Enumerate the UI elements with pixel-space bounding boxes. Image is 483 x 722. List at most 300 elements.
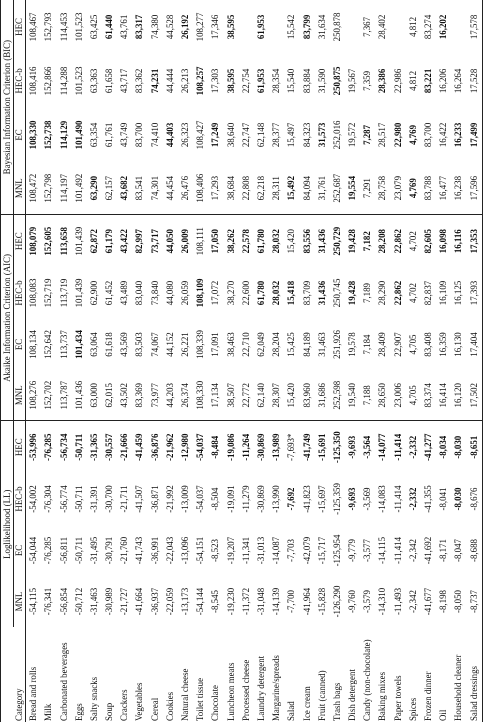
value-cell: 7,291 [360, 162, 375, 215]
column-header: EC [14, 319, 26, 370]
value-cell: 15,420 [284, 370, 299, 421]
value-cell: -41,664 [134, 587, 145, 616]
table-row [223, 0, 238, 722]
value-cell: 114,197 [56, 162, 71, 215]
value-cell: 22,754 [240, 68, 251, 94]
category-cell: Margarine/spreads [271, 655, 282, 721]
value-cell: 23,079 [391, 162, 406, 215]
value-cell: 251,926 [331, 330, 342, 359]
value-cell: 19,540 [345, 370, 360, 421]
value-cell: 17,249 [210, 122, 221, 148]
value-cell: 63,290 [87, 162, 102, 215]
value-cell: 101,439 [73, 278, 84, 308]
value-cell: 16,206 [438, 68, 449, 94]
value-cell: -7,693* [286, 433, 297, 461]
value-cell: 152,866 [43, 66, 54, 96]
value-cell: 26,221 [180, 332, 191, 357]
value-cell: 22,862 [392, 280, 403, 306]
value-cell: 83,700 [134, 122, 145, 148]
value-cell: -31,463 [88, 587, 99, 616]
value-cell: -36,876 [149, 433, 160, 461]
value-cell: -41,507 [134, 485, 145, 513]
value-cell: 61,761 [104, 122, 115, 148]
category-cell: Soup [104, 702, 115, 721]
value-cell: 31,686 [315, 370, 330, 421]
category-cell: Processed cheese [240, 659, 251, 721]
value-cell: 113,787 [56, 370, 71, 421]
value-cell: 17,293 [208, 162, 223, 215]
value-cell: 22,808 [239, 162, 254, 215]
category-cell: Oil [438, 709, 449, 721]
value-cell: -56,811 [58, 536, 69, 565]
value-cell: -54,151 [195, 536, 206, 565]
value-cell: 83,317 [134, 14, 145, 40]
value-cell: 61,179 [104, 229, 115, 254]
value-cell: 152,719 [43, 278, 54, 308]
value-cell: -8,651 [468, 435, 479, 459]
value-cell: 61,618 [104, 332, 115, 357]
value-cell: -11,414 [392, 536, 403, 565]
value-cell: 28,354 [271, 68, 282, 94]
value-cell: 152,702 [41, 370, 56, 421]
value-cell: 17,499 [468, 122, 479, 148]
column-header: MNL [14, 162, 26, 215]
value-cell: 84,094 [299, 162, 314, 215]
column-header: HEC [14, 215, 26, 267]
value-cell: -8,047 [453, 539, 464, 562]
value-cell: 101,523 [73, 66, 84, 96]
value-cell: -30,989 [104, 587, 115, 616]
table-row [239, 0, 254, 722]
value-cell: 83,221 [423, 68, 434, 94]
value-cell: 22,862 [392, 229, 403, 254]
value-cell: -14,083 [377, 485, 388, 513]
value-cell: 108,111 [195, 227, 206, 256]
value-cell: 43,761 [119, 14, 130, 40]
value-cell: -7,700 [286, 590, 297, 613]
value-cell: 114,288 [58, 66, 69, 96]
category-cell: Baking mixes [377, 671, 388, 721]
value-cell: -2,342 [407, 539, 418, 562]
column-header: EC [14, 525, 26, 576]
value-cell: 114,453 [58, 12, 69, 42]
table-row [87, 0, 102, 722]
value-cell: 73,840 [149, 280, 160, 306]
value-cell: -14,077 [377, 433, 388, 461]
table-row [254, 0, 269, 722]
value-cell: -42,079 [301, 536, 312, 565]
value-cell: -8,545 [210, 590, 221, 613]
value-cell: 16,238 [451, 162, 466, 215]
value-cell: 152,798 [41, 162, 56, 215]
value-cell: -12,980 [180, 433, 191, 461]
value-cell: -31,495 [88, 536, 99, 565]
value-cell: -54,037 [195, 485, 206, 513]
value-cell: 17,578 [468, 14, 479, 40]
value-cell: -21,666 [119, 433, 130, 461]
value-cell: 16,125 [453, 280, 464, 306]
value-cell: 4,705 [407, 334, 418, 355]
value-cell: -21,962 [164, 433, 175, 461]
value-cell: 17,303 [210, 68, 221, 94]
value-cell: -76,304 [43, 485, 54, 513]
value-cell: -50,711 [73, 433, 84, 461]
value-cell: 61,780 [255, 229, 266, 254]
value-cell: -41,355 [423, 485, 434, 513]
value-cell: -50,711 [73, 485, 84, 513]
value-cell: -41,277 [423, 433, 434, 461]
value-cell: 16,414 [436, 370, 451, 421]
table-row [102, 0, 117, 722]
value-cell: 83,799 [301, 14, 312, 40]
column-header: HEC-b [14, 267, 26, 319]
table-row [269, 0, 284, 722]
value-cell: 26,323 [180, 122, 191, 148]
value-cell: -9,693 [347, 435, 358, 459]
value-cell: -41,823 [301, 485, 312, 513]
value-cell: 26,374 [178, 370, 193, 421]
table-row [375, 0, 390, 722]
value-cell: 83,274 [423, 14, 434, 40]
value-cell: -13,009 [180, 485, 191, 513]
value-cell: 22,980 [392, 122, 403, 148]
value-cell: 16,359 [438, 332, 449, 357]
value-cell: 17,404 [468, 332, 479, 357]
value-cell: 31,590 [316, 68, 327, 94]
value-cell: -19,091 [225, 485, 236, 513]
value-cell: -15,691 [316, 433, 327, 461]
value-cell: 17,502 [466, 370, 482, 421]
value-cell: 16,120 [451, 370, 466, 421]
value-cell: -31,013 [255, 536, 266, 565]
value-cell: 108,467 [28, 12, 39, 42]
value-cell: -3,579 [362, 590, 373, 613]
column-header: HEC [14, 421, 26, 473]
value-cell: -54,044 [28, 536, 39, 565]
value-cell: 28,650 [375, 370, 390, 421]
table-row [451, 0, 466, 722]
value-cell: 17,393 [468, 280, 479, 306]
value-cell: -19,207 [225, 536, 236, 565]
category-cell: Bread and rolls [28, 666, 39, 721]
value-cell: -2,332 [407, 487, 418, 511]
category-cell: Paper towels [392, 675, 403, 721]
table-row [178, 0, 193, 722]
value-cell: -21,711 [119, 485, 130, 513]
value-cell: -13,173 [180, 587, 191, 616]
value-cell: 17,134 [208, 370, 223, 421]
value-cell: -8,171 [438, 539, 449, 562]
value-cell: 61,953 [255, 14, 266, 40]
value-cell: -11,493 [392, 587, 403, 616]
value-cell: 82,605 [423, 229, 434, 254]
category-cell: Vegetables [134, 682, 145, 721]
value-cell: 19,428 [347, 280, 358, 306]
value-cell: 38,507 [223, 370, 238, 421]
value-cell: -11,279 [240, 485, 251, 513]
value-cell: 152,793 [43, 12, 54, 42]
category-cell: Natural cheese [180, 668, 191, 721]
value-cell: 108,276 [26, 370, 42, 421]
value-cell: -14,087 [271, 536, 282, 565]
value-cell: 4,812 [407, 70, 418, 91]
value-cell: -22,043 [164, 536, 175, 565]
value-cell: 28,290 [377, 280, 388, 306]
value-cell: 15,497 [286, 122, 297, 148]
value-cell: 83,374 [421, 370, 436, 421]
value-cell: 26,192 [180, 14, 191, 40]
value-cell: -8,034 [438, 435, 449, 459]
value-cell: -9,693 [347, 487, 358, 511]
value-cell: -54,002 [28, 485, 39, 513]
category-cell: Salad dressings [468, 666, 479, 721]
value-cell: 63,064 [88, 332, 99, 357]
value-cell: 7,189 [362, 283, 373, 303]
value-cell: 4,702 [407, 283, 418, 303]
value-cell: -8,198 [438, 590, 449, 613]
value-cell: 250,745 [331, 278, 342, 308]
value-cell: 108,416 [28, 66, 39, 96]
value-cell: 83,788 [421, 162, 436, 215]
value-cell: 17,091 [210, 332, 221, 357]
value-cell: -8,484 [210, 435, 221, 459]
column-header: EC [14, 108, 26, 162]
value-cell: -50,712 [73, 587, 84, 616]
value-cell: 83,040 [134, 280, 145, 306]
value-cell: 15,420 [286, 229, 297, 254]
value-cell: -41,692 [423, 536, 434, 565]
value-cell: -31,391 [88, 485, 99, 513]
value-cell: -11,264 [240, 433, 251, 461]
value-cell: -30,869 [255, 433, 266, 461]
value-cell: 62,140 [254, 370, 269, 421]
value-cell: 83,541 [132, 162, 147, 215]
value-cell: 31,634 [316, 14, 327, 40]
value-cell: 43,749 [119, 122, 130, 148]
value-cell: 108,406 [193, 162, 208, 215]
value-cell: 4,812 [407, 16, 418, 37]
value-cell: -14,139 [271, 587, 282, 616]
table-row [345, 0, 360, 722]
category-cell: Eggs [73, 703, 84, 721]
value-cell: -41,964 [301, 587, 312, 616]
value-cell: 28,402 [377, 14, 388, 40]
value-cell: 108,277 [195, 12, 206, 42]
value-cell: 62,218 [254, 162, 269, 215]
value-cell: 44,528 [164, 14, 175, 40]
value-cell: 43,422 [119, 229, 130, 254]
value-cell: 38,595 [225, 68, 236, 94]
table-row [41, 0, 56, 722]
value-cell: 28,208 [377, 229, 388, 254]
value-cell: -30,557 [104, 433, 115, 461]
value-cell: 17,346 [210, 14, 221, 40]
value-cell: 108,257 [195, 66, 206, 96]
value-cell: -21,760 [119, 536, 130, 565]
value-cell: -125,350 [331, 431, 342, 464]
value-cell: -7,692 [286, 487, 297, 511]
value-cell: -54,144 [195, 587, 206, 616]
value-cell: 74,410 [149, 122, 160, 148]
value-cell: -54,037 [195, 433, 206, 461]
value-cell: -41,677 [423, 587, 434, 616]
value-cell: 31,436 [316, 229, 327, 254]
value-cell: -11,414 [392, 485, 403, 513]
group-header-aic: Akaike Information Criterion (AIC) [1, 215, 14, 421]
value-cell: 26,009 [180, 229, 191, 254]
value-cell: 17,050 [210, 229, 221, 254]
value-cell: -125,954 [331, 534, 342, 567]
value-cell: 17,596 [466, 162, 482, 215]
value-cell: 15,492 [284, 162, 299, 215]
table-body [26, 0, 483, 722]
value-cell: -2,332 [407, 435, 418, 459]
column-header: HEC-b [14, 54, 26, 108]
value-cell: 43,502 [117, 370, 132, 421]
value-cell: 7,367 [362, 16, 373, 37]
value-cell: 113,737 [58, 330, 69, 359]
value-cell: 62,049 [255, 332, 266, 357]
table-row [26, 0, 42, 722]
value-cell: 38,270 [225, 280, 236, 306]
value-cell: -56,774 [58, 485, 69, 513]
value-cell: 15,542 [286, 14, 297, 40]
value-cell: 19,578 [347, 332, 358, 357]
value-cell: -30,791 [104, 536, 115, 565]
value-cell: 62,900 [88, 280, 99, 306]
value-cell: 28,307 [269, 370, 284, 421]
value-cell: -9,779 [347, 539, 358, 562]
value-cell: 16,477 [436, 162, 451, 215]
value-cell: 16,098 [438, 229, 449, 254]
table-row [148, 0, 163, 722]
column-header: Category [14, 627, 26, 722]
value-cell: 250,729 [331, 226, 342, 256]
value-cell: 250,878 [331, 12, 342, 42]
group-header-blank [1, 627, 14, 722]
value-cell: 44,080 [164, 280, 175, 306]
value-cell: 31,436 [316, 280, 327, 306]
group-header-row [1, 0, 14, 722]
value-cell: 113,658 [58, 227, 69, 256]
category-cell: Salad [286, 701, 297, 721]
value-cell: 17,072 [210, 280, 221, 306]
category-cell: Toilet tissue [195, 677, 206, 721]
value-cell: 83,503 [134, 332, 145, 357]
value-cell: 63,425 [88, 14, 99, 40]
value-cell: 61,440 [104, 14, 115, 40]
value-cell: 84,323 [301, 122, 312, 148]
value-cell: 83,362 [134, 68, 145, 94]
value-cell: 108,339 [195, 330, 206, 359]
value-cell: 250,875 [331, 66, 342, 96]
column-header: HEC [14, 0, 26, 54]
value-cell: 7,184 [362, 334, 373, 355]
value-cell: 43,682 [117, 162, 132, 215]
value-cell: -76,285 [43, 536, 54, 565]
value-cell: 101,492 [72, 162, 87, 215]
value-cell: 101,490 [73, 120, 84, 150]
value-cell: -21,727 [119, 587, 130, 616]
value-cell: 28,311 [269, 162, 284, 215]
value-cell: 108,330 [28, 120, 39, 150]
value-cell: -54,115 [28, 587, 39, 616]
value-cell: -21,992 [164, 485, 175, 513]
category-cell: Cookies [164, 691, 175, 721]
table-row [163, 0, 178, 722]
value-cell: 44,152 [164, 332, 175, 357]
value-cell: 83,369 [132, 370, 147, 421]
value-cell: -11,372 [240, 587, 251, 616]
value-cell: 17,528 [468, 68, 479, 94]
value-cell: 101,434 [73, 330, 84, 359]
value-cell: -13,096 [180, 536, 191, 565]
value-cell: -41,459 [134, 433, 145, 461]
value-cell: 83,556 [301, 229, 312, 254]
value-cell: 83,709 [301, 280, 312, 306]
category-cell: Dish detergent [347, 669, 358, 721]
value-cell: 22,772 [239, 370, 254, 421]
table-row [436, 0, 451, 722]
value-cell: -14,310 [377, 587, 388, 616]
value-cell: 22,986 [392, 68, 403, 94]
value-cell: -2,342 [407, 590, 418, 613]
value-cell: 101,523 [73, 12, 84, 42]
value-cell: 28,032 [271, 229, 282, 254]
value-cell: -9,760 [347, 590, 358, 613]
value-cell: 19,554 [345, 162, 360, 215]
value-cell: 38,684 [223, 162, 238, 215]
value-cell: 74,067 [149, 332, 160, 357]
value-cell: 4,769 [407, 124, 418, 145]
column-header: MNL [14, 576, 26, 627]
category-cell: Crackers [119, 689, 130, 721]
value-cell: 26,213 [180, 68, 191, 94]
value-cell: -19,086 [225, 433, 236, 461]
value-cell: 16,233 [453, 122, 464, 148]
value-cell: -13,990 [271, 485, 282, 513]
value-cell: 16,116 [453, 229, 464, 254]
value-cell: 73,717 [149, 229, 160, 254]
value-cell: 114,129 [58, 120, 69, 150]
value-cell: 22,907 [392, 332, 403, 357]
value-cell: 43,489 [119, 280, 130, 306]
table-row [466, 0, 482, 722]
value-cell: 44,444 [164, 68, 175, 94]
value-cell: -13,989 [271, 433, 282, 461]
group-header-ll: Loglikelihood (LL) [1, 421, 14, 627]
category-cell: Salty snacks [88, 676, 99, 721]
value-cell: -8,041 [438, 487, 449, 511]
value-cell: 74,380 [149, 14, 160, 40]
value-cell: 38,463 [225, 332, 236, 357]
value-cell: 38,262 [225, 229, 236, 254]
value-cell: -8,688 [468, 539, 479, 562]
value-cell: -31,365 [88, 433, 99, 461]
category-cell: Carbonated beverages [58, 642, 69, 721]
value-cell: 83,884 [301, 68, 312, 94]
value-cell: 101,436 [72, 370, 87, 421]
value-cell: 74,231 [149, 68, 160, 94]
value-cell: 22,710 [240, 332, 251, 357]
value-cell: -56,854 [58, 587, 69, 616]
value-cell: 61,780 [255, 280, 266, 306]
value-cell: 22,578 [240, 229, 251, 254]
value-cell: 31,573 [316, 122, 327, 148]
value-cell: 108,330 [193, 370, 208, 421]
value-cell: -15,717 [316, 536, 327, 565]
category-cell: Cereal [149, 697, 160, 721]
